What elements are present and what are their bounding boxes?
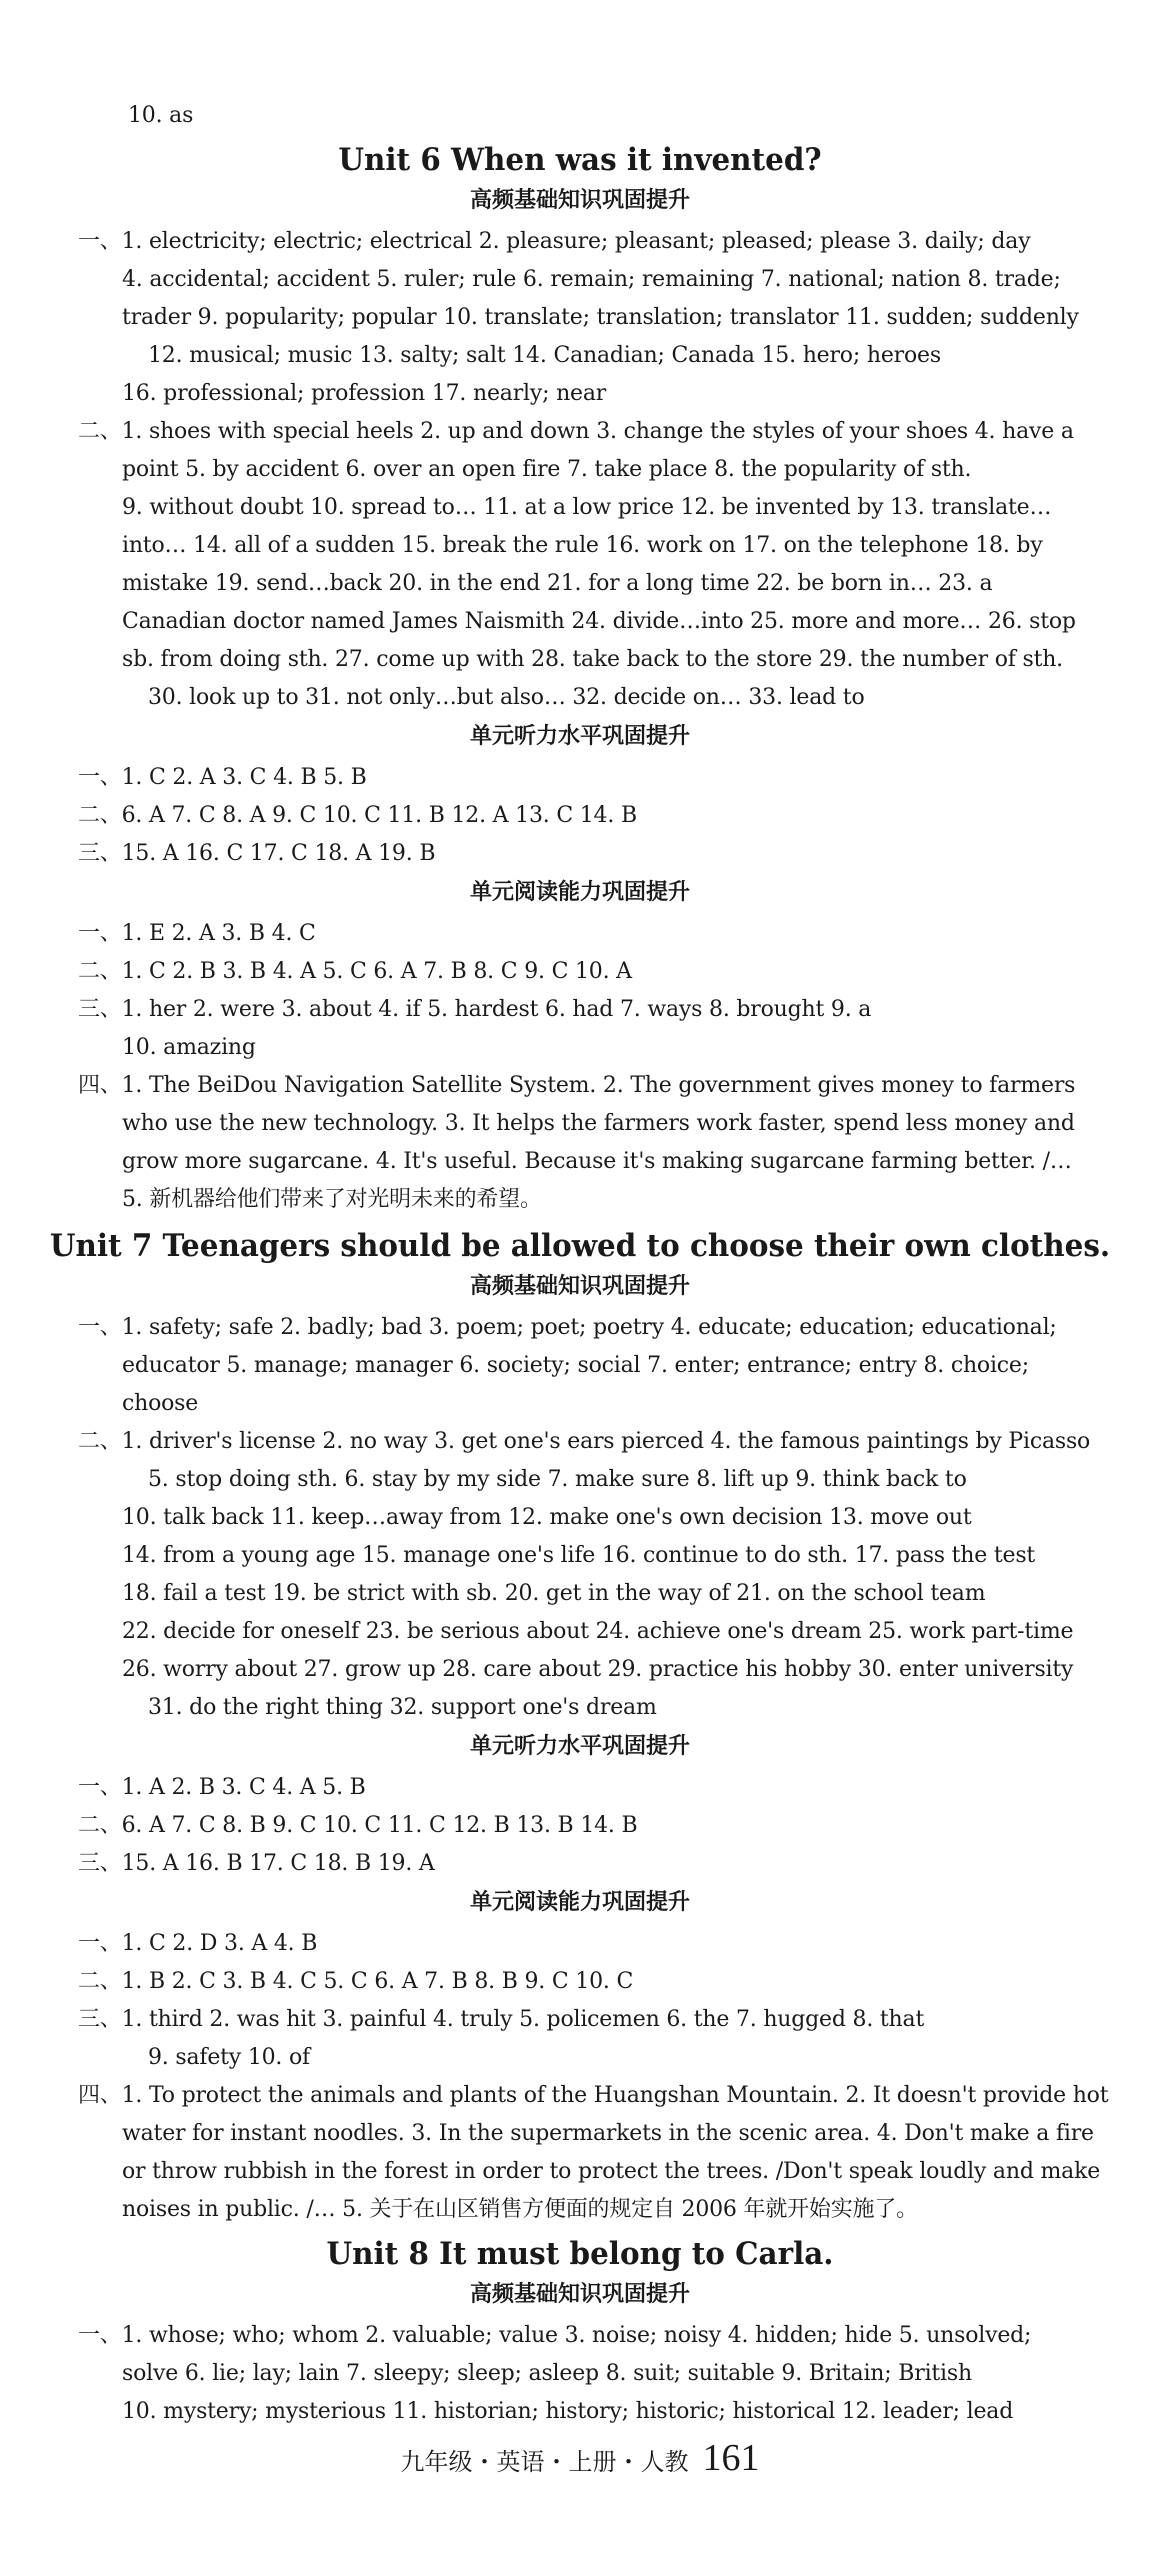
answer-line: 一、1. A 2. B 3. C 4. A 5. B [78,1775,366,1800]
answer-line: choose [122,1391,199,1416]
unit-8-title: Unit 8 It must belong to Carla. [326,2236,834,2272]
answer-line: 一、1. C 2. D 3. A 4. B [78,1931,318,1956]
answer-line: 31. do the right thing 32. support one's dream [148,1695,657,1720]
answer-line: 一、1. C 2. A 3. C 4. B 5. B [78,765,367,790]
answer-line: 10. mystery; mysterious 11. historian; history; historic; historical 12. leader; lead [122,2399,1014,2424]
answer-line: who use the new technology. 3. It helps the farmers work faster, spend less money and [122,1111,1075,1136]
answer-line: 14. from a young age 15. manage one's life 16. continue to do sth. 17. pass the test [122,1543,1036,1568]
answer-line: 5. stop doing sth. 6. stay by my side 7. make sure 8. lift up 9. think back to [148,1467,967,1492]
answer-line: 12. musical; music 13. salty; salt 14. Canadian; Canada 15. hero; heroes [148,343,941,368]
unit-8-basic-knowledge-heading: 高频基础知识巩固提升 [469,2282,690,2307]
answer-line: water for instant noodles. 3. In the supermarkets in the scenic area. 4. Don't make a fire [122,2121,1094,2146]
answer-line: 22. decide for oneself 23. be serious about 24. achieve one's dream 25. work part-time [122,1619,1074,1644]
unit-6-reading-heading: 单元阅读能力巩固提升 [469,880,690,905]
answer-line: 30. look up to 31. not only…but also… 32. decide on… 33. lead to [148,685,865,710]
answer-line: mistake 19. send…back 20. in the end 21. for a long time 22. be born in… 23. a [122,571,993,596]
answer-line: 10. talk back 11. keep…away from 12. make one's own decision 13. move out [122,1505,972,1530]
answer-line: educator 5. manage; manager 6. society; social 7. enter; entrance; entry 8. choice; [122,1353,1029,1378]
answer-line: 5. 新机器给他们带来了对光明未来的希望。 [122,1187,542,1212]
unit-7-basic-knowledge-heading: 高频基础知识巩固提升 [469,1274,690,1299]
answer-line: 二、1. B 2. C 3. B 4. C 5. C 6. A 7. B 8. B 9. C 10. C [78,1969,634,1994]
answer-line: 三、1. her 2. were 3. about 4. if 5. hardest 6. had 7. ways 8. brought 9. a [78,997,872,1022]
unit-6-title: Unit 6 When was it invented? [338,142,822,178]
answer-line: 一、1. E 2. A 3. B 4. C [78,921,316,946]
answer-line: trader 9. popularity; popular 10. translate; translation; translator 11. sudden; suddenly [122,305,1079,330]
answer-line: 16. professional; profession 17. nearly; near [122,381,607,406]
carry-over-line: 10. as [128,103,194,128]
answer-line: solve 6. lie; lay; lain 7. sleepy; sleep; asleep 8. suit; suitable 9. Britain; British [122,2361,972,2386]
unit-6-basic-knowledge-heading: 高频基础知识巩固提升 [469,188,690,213]
answer-line: 四、1. To protect the animals and plants of the Huangshan Mountain. 2. It doesn't provide hot [78,2083,1109,2108]
answer-line: 9. safety 10. of [148,2045,310,2070]
answer-line: 三、15. A 16. C 17. C 18. A 19. B [78,841,436,866]
unit-7-reading-heading: 单元阅读能力巩固提升 [469,1890,690,1915]
answer-line: point 5. by accident 6. over an open fire 7. take place 8. the popularity of sth. [122,457,972,482]
answer-line: 二、1. driver's license 2. no way 3. get one's ears pierced 4. the famous paintings by Picasso [78,1429,1091,1454]
answer-line: grow more sugarcane. 4. It's useful. Because it's making sugarcane farming better. /… [122,1149,1072,1174]
answer-line: sb. from doing sth. 27. come up with 28. take back to the store 29. the number of sth. [122,647,1063,672]
answer-line: 一、1. safety; safe 2. badly; bad 3. poem; poet; poetry 4. educate; education; educational; [78,1315,1057,1340]
answer-line: 二、6. A 7. C 8. A 9. C 10. C 11. B 12. A 13. C 14. B [78,803,637,828]
unit-6-listening-heading: 单元听力水平巩固提升 [469,724,690,749]
answer-line: 一、1. electricity; electric; electrical 2. pleasure; pleasant; pleased; please 3. daily; day [78,229,1031,254]
answer-line: into… 14. all of a sudden 15. break the rule 16. work on 17. on the telephone 18. by [122,533,1043,558]
answer-line: 一、1. whose; who; whom 2. valuable; value 3. noise; noisy 4. hidden; hide 5. unsolved; [78,2323,1032,2348]
unit-7-title: Unit 7 Teenagers should be allowed to choose their own clothes. [49,1228,1111,1264]
answer-line: 二、1. C 2. B 3. B 4. A 5. C 6. A 7. B 8. C 9. C 10. A [78,959,632,984]
answer-line: 二、1. shoes with special heels 2. up and down 3. change the styles of your shoes 4. have a [78,419,1074,444]
answer-line: 9. without doubt 10. spread to… 11. at a low price 12. be invented by 13. translate… [122,495,1052,520]
answer-line: 二、6. A 7. C 8. B 9. C 10. C 11. C 12. B 13. B 14. B [78,1813,638,1838]
footer-label: 九年级・英语・上册・人教 [400,2448,689,2476]
answer-line: 26. worry about 27. grow up 28. care about 29. practice his hobby 30. enter university [122,1657,1074,1682]
answer-line: 4. accidental; accident 5. ruler; rule 6. remain; remaining 7. national; nation 8. trade; [122,267,1061,292]
answer-line: Canadian doctor named James Naismith 24. divide…into 25. more and more… 26. stop [122,609,1076,634]
answer-line: or throw rubbish in the forest in order to protect the trees. /Don't speak loudly and make [122,2159,1101,2184]
answer-line: 18. fail a test 19. be strict with sb. 20. get in the way of 21. on the school team [122,1581,986,1606]
answer-line: 10. amazing [122,1035,256,1060]
answer-line: 三、15. A 16. B 17. C 18. B 19. A [78,1851,435,1876]
answer-line: 三、1. third 2. was hit 3. painful 4. truly 5. policemen 6. the 7. hugged 8. that [78,2007,925,2032]
page-number: 161 [702,2437,760,2479]
unit-7-listening-heading: 单元听力水平巩固提升 [469,1734,690,1759]
page-footer [0,2436,1160,2480]
answer-line: 四、1. The BeiDou Navigation Satellite System. 2. The government gives money to farmers [78,1073,1076,1098]
answer-line: noises in public. /… 5. 关于在山区销售方便面的规定自 2006 年就开始实施了。 [122,2197,918,2222]
